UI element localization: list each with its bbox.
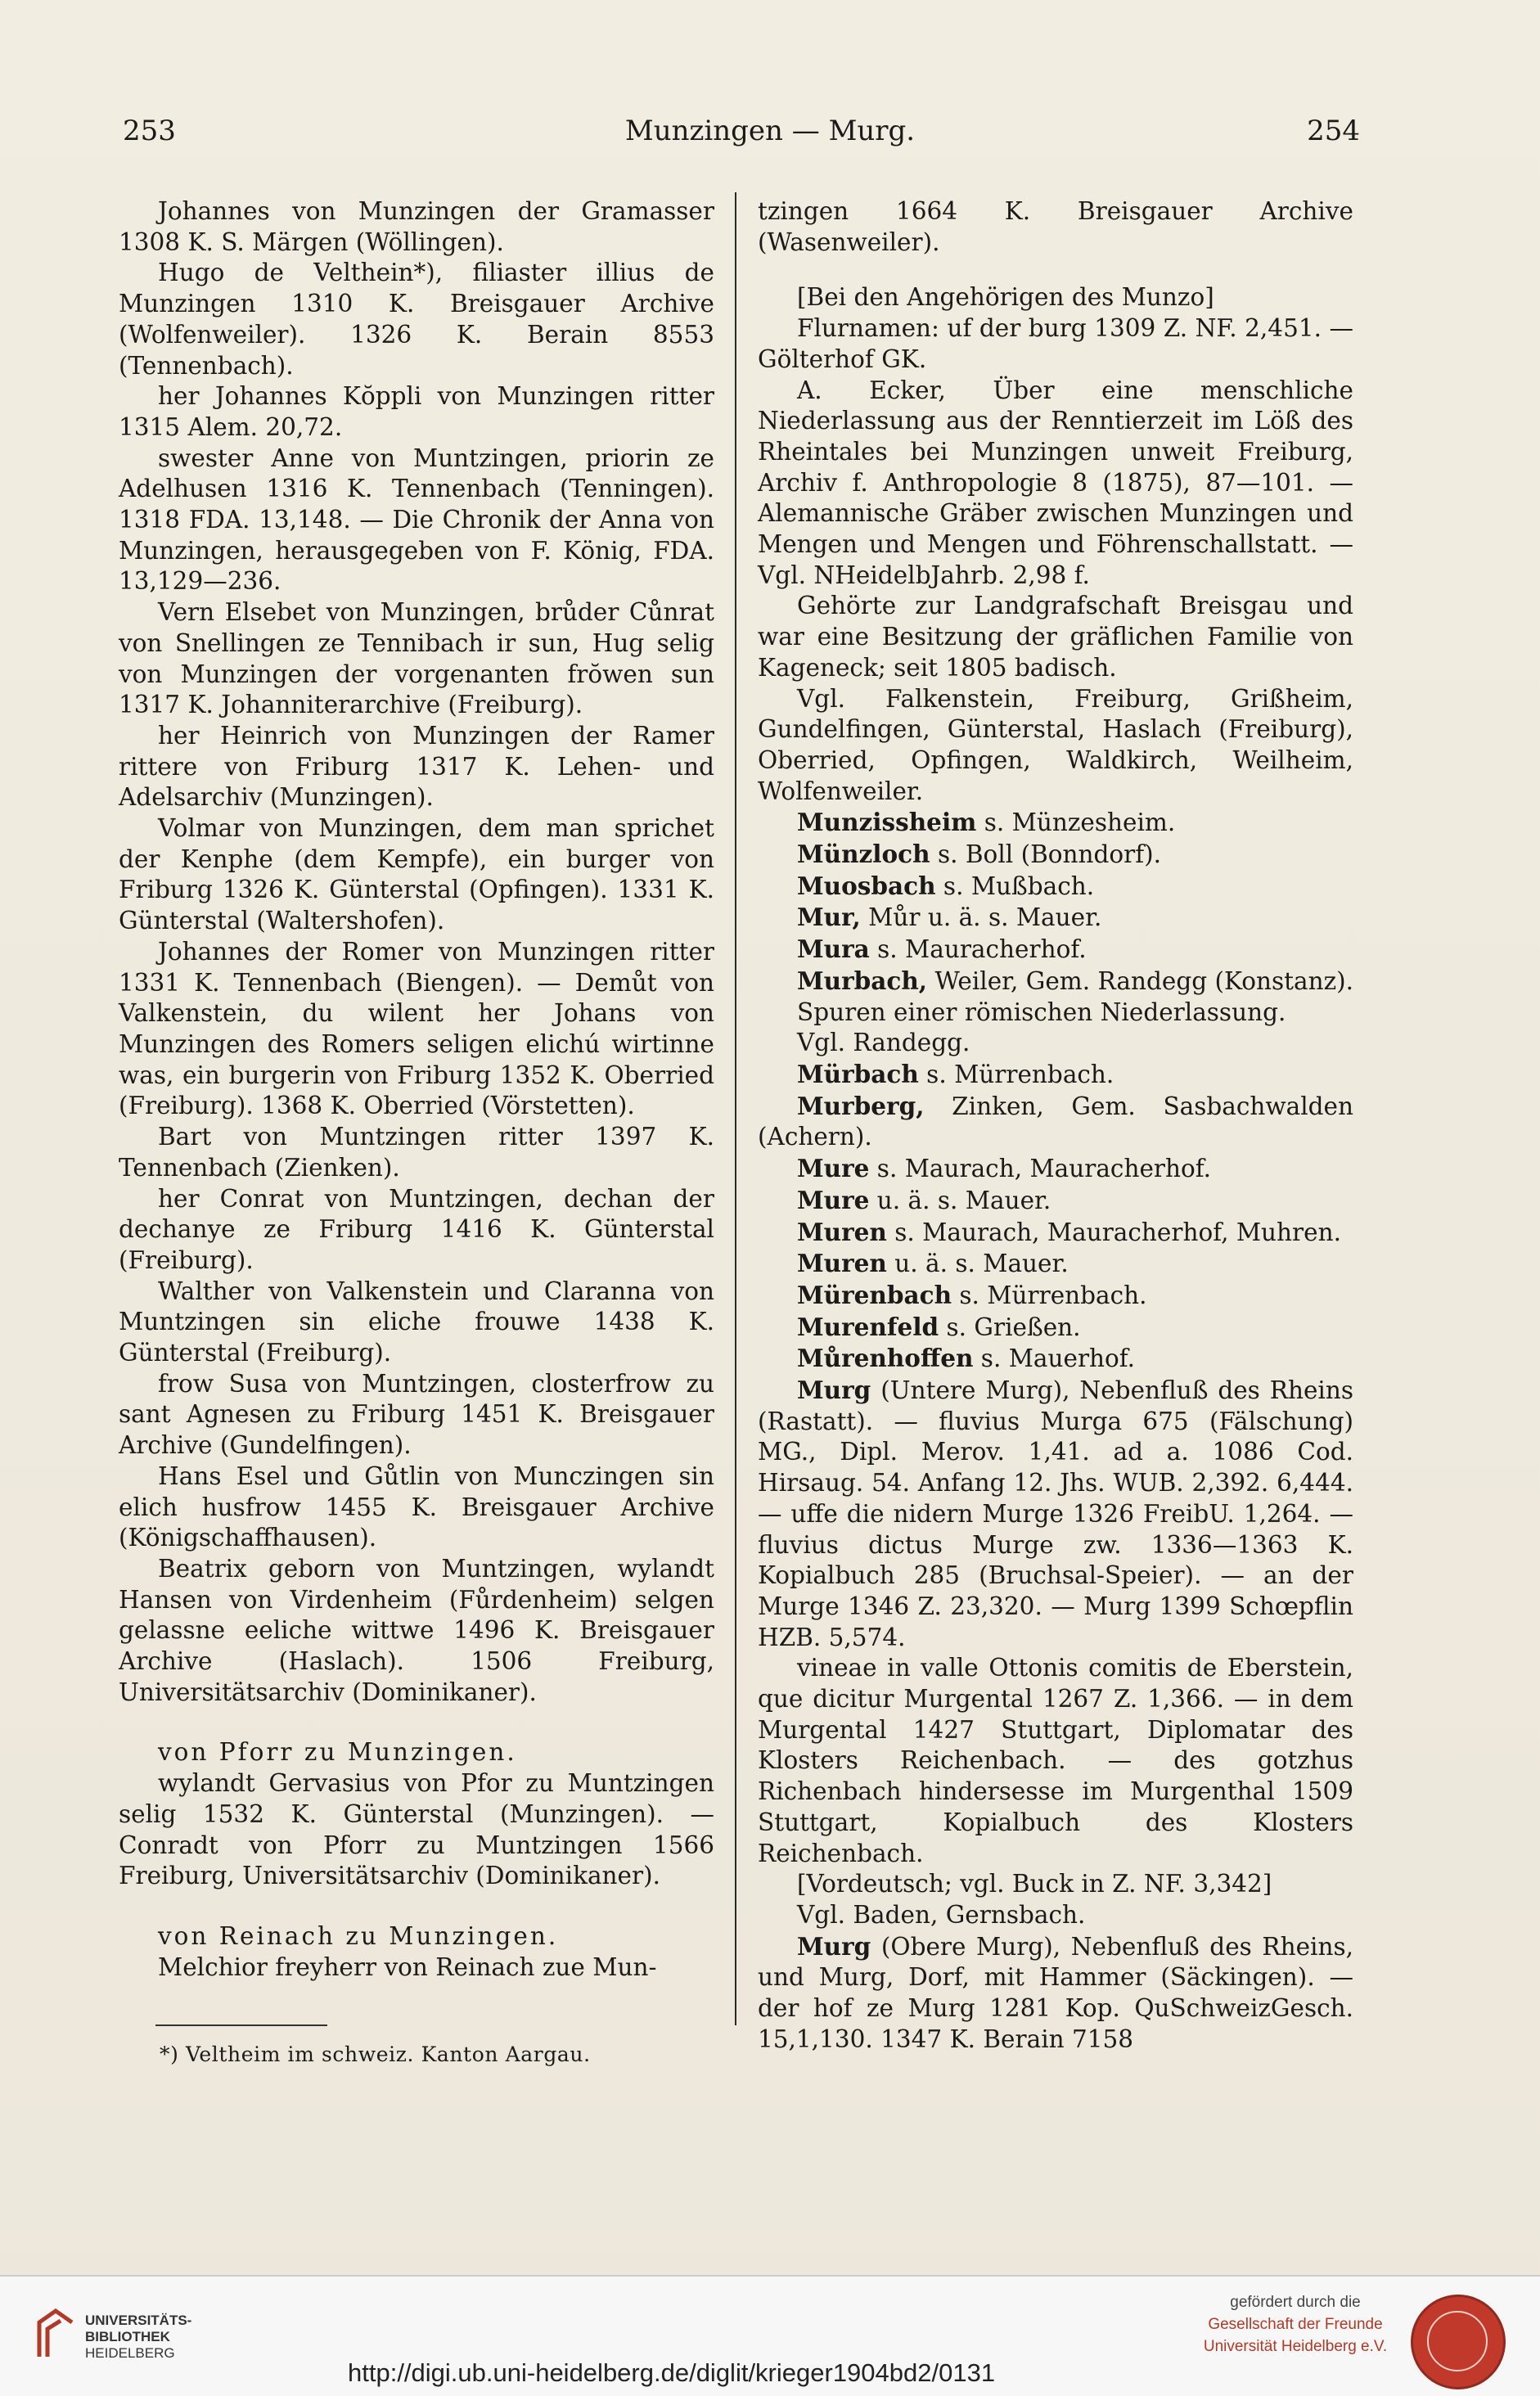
entry-text: s. Maurach, Mauracherhof. bbox=[869, 1155, 1212, 1183]
library-name bbox=[85, 2313, 191, 2362]
entry-headword: Murberg, bbox=[797, 1091, 925, 1120]
entry-headword: Munzissheim bbox=[797, 808, 977, 837]
entry-text: s. Mürrenbach. bbox=[918, 1060, 1114, 1088]
footnote-rule bbox=[155, 2024, 327, 2026]
section-heading: von Pforr zu Munzingen. bbox=[158, 1738, 517, 1767]
entry-text: (Untere Murg), Nebenfluß des Rheins (Rastatt). — fluvius Murga 675 (Fälschung) MG., Dipl. Merov. 1,41. ad a. 1086 Cod. Hirsaug. 54. Anfang 12. Jhs. WUB. 2,392. 6,444. — uffe die nidern Murge 1326 FreibU. 1,264. — fluvius dictus Murge zw. 1336—1363 K. Kopialbuch 285 (Bruchsal-Speier). — an der Murge 1346 Z. 23,320. — Murg 1399 Schœpflin HZB. 5,574. bbox=[758, 1376, 1353, 1651]
sponsor-block bbox=[1193, 2291, 1398, 2358]
paragraph: Melchior freyherr von Reinach zue Mun- bbox=[158, 1952, 657, 1981]
paragraph: Volmar von Munzingen, dem man sprichet der Kenphe (dem Kempfe), ein burger von Friburg 1326 K. Günterstal (Opfingen). 1331 K. Günterstal (Waltershofen). bbox=[119, 814, 714, 935]
entry bbox=[758, 1931, 1353, 2056]
entry-text: Zinken, Gem. Sasbachwalden (Achern). bbox=[758, 1092, 1353, 1151]
entry bbox=[758, 1059, 1353, 1091]
entry-text: Weiler, Gem. Randegg (Konstanz). bbox=[927, 966, 1354, 995]
entry-headword: Murg bbox=[797, 1376, 871, 1405]
entry-text: Můr u. ä. s. Mauer. bbox=[860, 903, 1102, 932]
paragraph: Vgl. Falkenstein, Freiburg, Grißheim, Gundelfingen, Günterstal, Haslach (Freiburg), Oberried, Opfingen, Waldkirch, Weilheim, Wolfenweiler. bbox=[758, 684, 1353, 805]
entry-headword: Mur, bbox=[797, 903, 861, 932]
entry-text: u. ä. s. Mauer. bbox=[869, 1186, 1051, 1214]
entry-headword: Mure bbox=[797, 1154, 870, 1183]
entry-headword: Muosbach bbox=[797, 871, 936, 900]
entry-headword: Murbach, bbox=[797, 966, 928, 995]
entry bbox=[758, 1280, 1353, 1312]
library-name-line: BIBLIOTHEK bbox=[85, 2329, 170, 2344]
entry bbox=[758, 1343, 1353, 1375]
paragraph: vineae in valle Ottonis comitis de Eberstein, que dicitur Murgental 1267 Z. 1,366. — in dem Murgental 1427 Stuttgart, Diplomatar des Klosters Reichenbach. — des gotzhus Richenbach hindersesse im Murgenthal 1509 Stuttgart, Kopialbuch des Klosters Reichenbach. bbox=[758, 1654, 1353, 1867]
paragraph: her Johannes Kŏppli von Munzingen ritter 1315 Alem. 20,72. bbox=[119, 382, 714, 441]
entry-text: s. Mauracherhof. bbox=[869, 935, 1087, 964]
paragraph: swester Anne von Muntzingen, priorin ze Adelhusen 1316 K. Tennenbach (Tenningen). 1318 FDA. 13,148. — Die Chronik der Anna von Munzingen, herausgegeben von F. König, FDA. 13,129—236. bbox=[119, 444, 714, 596]
paragraph: [Vordeutsch; vgl. Buck in Z. NF. 3,342] bbox=[797, 1870, 1272, 1898]
entry bbox=[758, 1248, 1353, 1280]
paragraph: her Heinrich von Munzingen der Ramer rittere von Friburg 1317 K. Lehen- und Adelsarchiv (Munzingen). bbox=[119, 721, 714, 812]
paragraph: frow Susa von Muntzingen, closterfrow zu sant Agnesen zu Friburg 1451 K. Breisgauer Archive (Gundelfingen). bbox=[119, 1369, 714, 1460]
paragraph: Vgl. Randegg. bbox=[797, 1029, 970, 1057]
library-name-line: UNIVERSITÄTS- bbox=[85, 2313, 192, 2328]
paragraph: tzingen 1664 K. Breisgauer Archive (Wasenweiler). bbox=[758, 197, 1353, 256]
paragraph: wylandt Gervasius von Pfor zu Muntzingen selig 1532 K. Günterstal (Munzingen). — Conradt von Pforr zu Muntzingen 1566 Freiburg, Universitätsarchiv (Dominikaner). bbox=[119, 1769, 714, 1890]
paragraph: [Bei den Angehörigen des Munzo] bbox=[797, 283, 1214, 312]
sponsor-label: gefördert durch die bbox=[1230, 2294, 1361, 2311]
sponsor-name-line: Gesellschaft der Freunde bbox=[1208, 2316, 1383, 2333]
paragraph: A. Ecker, Über eine menschliche Niederlassung aus der Renntierzeit im Löß des Rheintales bei Munzingen unweit Freiburg, Archiv f. Anthropologie 8 (1875), 87—101. — Alemannische Gräber zwischen Munzingen und Mengen und Mengen und Föhrenschallstatt. — Vgl. NHeidelbJahrb. 2,98 f. bbox=[758, 376, 1353, 589]
entry-headword: Mura bbox=[797, 935, 870, 964]
paragraph: Johannes der Romer von Munzingen ritter 1331 K. Tennenbach (Biengen). — Demůt von Valkenstein, du wilent her Johans von Munzingen des Romers seligen elichú wirtinne was, ein burgerin von Friburg 1352 K. Oberried (Freiburg). 1368 K. Oberried (Vörstetten). bbox=[119, 937, 714, 1120]
paragraph: her Conrat von Muntzingen, dechan der dechanye ze Friburg 1416 K. Günterstal (Freiburg). bbox=[119, 1184, 714, 1274]
paragraph: Johannes von Munzingen der Gramasser 1308 K. S. Märgen (Wöllingen). bbox=[119, 197, 714, 256]
footnote: *) Veltheim im schweiz. Kanton Aargau. bbox=[160, 2042, 591, 2066]
right-column bbox=[758, 196, 1353, 2055]
paragraph: Walther von Valkenstein und Claranna von Muntzingen sin eliche frouwe 1438 K. Günterstal (Freiburg). bbox=[119, 1277, 714, 1367]
entry-text: s. Mußbach. bbox=[935, 871, 1095, 900]
entry-text: s. Mürrenbach. bbox=[952, 1281, 1147, 1309]
entry-headword: Mürenbach bbox=[797, 1280, 952, 1309]
entry bbox=[758, 902, 1353, 934]
entry-text: (Obere Murg), Nebenfluß des Rheins, und Murg, Dorf, mit Hammer (Säckingen). — der hof ze Murg 1281 Kop. QuSchweizGesch. 15,1,130. 1347 K. Berain 7158 bbox=[758, 1932, 1353, 2053]
entry-text: s. Mauerhof. bbox=[973, 1344, 1136, 1373]
running-title: Munzingen — Murg. bbox=[624, 115, 916, 147]
paragraph: Beatrix geborn von Muntzingen, wylandt Hansen von Virdenheim (Fůrdenheim) selgen gelassne eeliche wittwe 1496 K. Breisgauer Archive (Haslach). 1506 Freiburg, Universitätsarchiv (Dominikaner). bbox=[119, 1554, 714, 1706]
entry-text: s. Münzesheim. bbox=[976, 808, 1176, 837]
entry bbox=[758, 807, 1353, 839]
entry-headword: Muren bbox=[797, 1217, 887, 1246]
permalink-url[interactable]: http://digi.ub.uni-heidelberg.de/diglit/krieger1904bd2/0131 bbox=[348, 2358, 996, 2387]
library-logo-icon bbox=[33, 2306, 79, 2363]
entry bbox=[758, 1185, 1353, 1217]
entry bbox=[758, 1153, 1353, 1185]
entry bbox=[758, 871, 1353, 903]
paragraph: Vgl. Baden, Gernsbach. bbox=[797, 1900, 1086, 1929]
entry bbox=[758, 1091, 1353, 1153]
entry-headword: Můrenhoffen bbox=[797, 1344, 974, 1373]
page-number-left: 253 bbox=[123, 115, 176, 147]
paragraph: Hugo de Velthein*), filiaster illius de Munzingen 1310 K. Breisgauer Archive (Wolfenweiler). 1326 K. Berain 8553 (Tennenbach). bbox=[119, 259, 714, 380]
entry bbox=[758, 1217, 1353, 1249]
paragraph: Vern Elsebet von Munzingen, brůder Cůnrat von Snellingen ze Tennibach ir sun, Hug selig von Munzingen der vorgenanten frŏwen sun 1317 K. Johanniterarchive (Freiburg). bbox=[119, 598, 714, 719]
paragraph: Gehörte zur Landgrafschaft Breisgau und war eine Besitzung der gräflichen Familie von Kageneck; seit 1805 badisch. bbox=[758, 592, 1353, 682]
paragraph: Spuren einer römischen Niederlassung. bbox=[797, 998, 1286, 1026]
entry bbox=[758, 1312, 1353, 1344]
entry bbox=[758, 839, 1353, 871]
viewer-footer bbox=[0, 2275, 1540, 2396]
entry bbox=[758, 934, 1353, 966]
page-number-right: 254 bbox=[1307, 115, 1360, 147]
entry-headword: Mürbach bbox=[797, 1059, 919, 1088]
section-heading: von Reinach zu Munzingen. bbox=[158, 1921, 559, 1950]
sponsor-name-line: Universität Heidelberg e.V. bbox=[1203, 2338, 1388, 2355]
entry-text: s. Boll (Bonndorf). bbox=[930, 840, 1162, 869]
entry-headword: Mure bbox=[797, 1185, 870, 1214]
paragraph: Bart von Muntzingen ritter 1397 K. Tennenbach (Zienken). bbox=[119, 1123, 714, 1182]
column-divider bbox=[735, 192, 736, 2025]
entry-text: s. Grießen. bbox=[939, 1313, 1081, 1341]
entry-headword: Murg bbox=[797, 1931, 871, 1961]
entry-headword: Münzloch bbox=[797, 840, 930, 869]
entry-text: s. Maurach, Mauracherhof, Muhren. bbox=[886, 1218, 1341, 1246]
entry-text: u. ä. s. Mauer. bbox=[886, 1250, 1069, 1278]
entry bbox=[758, 1375, 1353, 1653]
entry-headword: Murenfeld bbox=[797, 1312, 939, 1341]
library-name-line: HEIDELBERG bbox=[85, 2345, 175, 2361]
paragraph: Hans Esel und Gůtlin von Munczingen sin elich husfrow 1455 K. Breisgauer Archive (Königschaffhausen). bbox=[119, 1461, 714, 1552]
paragraph: Flurnamen: uf der burg 1309 Z. NF. 2,451. — Gölterhof GK. bbox=[758, 314, 1353, 373]
left-column bbox=[119, 196, 714, 1983]
university-seal-icon bbox=[1411, 2295, 1506, 2389]
entry bbox=[758, 966, 1353, 998]
entry-headword: Muren bbox=[797, 1249, 887, 1278]
